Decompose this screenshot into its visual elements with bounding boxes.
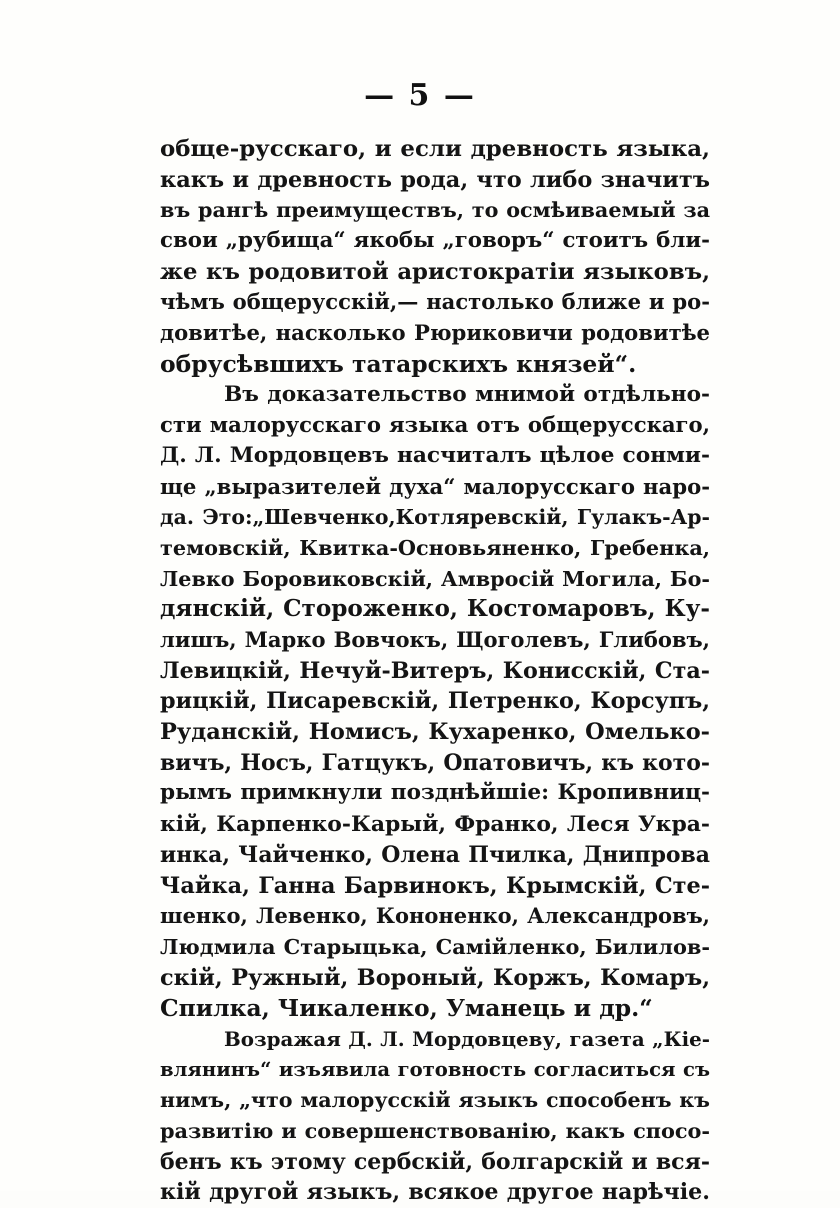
page-number: — 5 — <box>364 78 476 113</box>
text-line: темовскiй, Квитка-Основьяненко, Гребенка, <box>160 534 710 560</box>
text-line: инка, Чайченко, Олена Пчилка, Днипрова <box>160 841 710 868</box>
text-line: ще „выразителей духа“ малорусскаго наро- <box>160 473 710 499</box>
text-line: скiй, Ружный, Вороный, Коржъ, Комаръ, <box>160 964 710 991</box>
text-line: рицкiй, Писаревскiй, Петренко, Корсупъ, <box>160 688 710 715</box>
text-line: кiй, Карпенко-Карый, Франко, Леся Укра- <box>160 811 710 838</box>
body-text <box>160 134 710 1208</box>
text-line: да. Это:„Шевченко,Котляревскiй, Гулакъ-Ар- <box>160 505 710 530</box>
text-line: Руданскiй, Номисъ, Кухаренко, Омелько- <box>160 719 710 746</box>
text-line: довитѣе, насколько Рюриковичи родовитѣе <box>160 320 710 346</box>
text-line: Левко Боровиковскiй, Амвросiй Могила, Бо- <box>160 566 710 591</box>
text-line: Въ доказательство мнимой отдѣльно- <box>224 381 710 407</box>
text-line: какъ и древность рода, что либо значитъ <box>160 166 710 193</box>
text-line: Левицкiй, Нечуй-Витеръ, Конисскiй, Ста- <box>160 657 710 684</box>
text-line: свои „рубища“ якобы „говоръ“ стоитъ бли- <box>160 228 710 254</box>
text-line: лишъ, Марко Вовчокъ, Щоголевъ, Глибовъ, <box>160 627 710 652</box>
text-line: сти малорусскаго языка отъ общерусскаго, <box>160 412 710 438</box>
text-line: Людмила Старыцька, Самiйленко, Билилов- <box>160 933 710 959</box>
text-line: Спилка, Чикаленко, Уманець и др.“ <box>160 994 653 1023</box>
text-line: чѣмъ общерусскiй,— настолько ближе и ро- <box>160 289 710 315</box>
text-line: кiй другой языкъ, всякое другое нарѣчiе. <box>160 1179 710 1206</box>
text-line: Д. Л. Мордовцевъ насчиталъ цѣлое сонми- <box>160 442 710 468</box>
text-line: дянскiй, Стороженко, Костомаровъ, Ку- <box>160 595 710 623</box>
text-line: шенко, Левенко, Кононенко, Александровъ, <box>160 903 710 929</box>
text-line: рымъ примкнули позднѣйшiе: Кропивниц- <box>160 780 710 806</box>
text-line: обще-русскаго, и если древность языка, <box>160 136 710 162</box>
text-line: нимъ, „что малорусскiй языкъ способенъ къ <box>160 1088 710 1113</box>
text-line: въ рангѣ преимуществъ, то осмѣиваемый за <box>160 198 710 223</box>
text-line: бенъ къ этому сербскiй, болгарскiй и вся- <box>160 1148 710 1175</box>
text-line: обрусѣвшихъ татарскихъ князей“. <box>160 349 637 378</box>
text-line: развитiю и совершенствованiю, какъ спосо- <box>160 1118 710 1143</box>
text-line: же къ родовитой аристократiи языковъ, <box>160 258 710 285</box>
text-line: Чайка, Ганна Барвинокъ, Крымскiй, Сте- <box>160 872 710 899</box>
text-line: влянинъ“ изъявила готовность согласиться съ <box>160 1057 710 1081</box>
text-line: вичъ, Носъ, Гатцукъ, Опатовичъ, къ кото- <box>160 749 710 776</box>
text-line: Возражая Д. Л. Мордовцеву, газета „Кiе- <box>224 1026 710 1051</box>
